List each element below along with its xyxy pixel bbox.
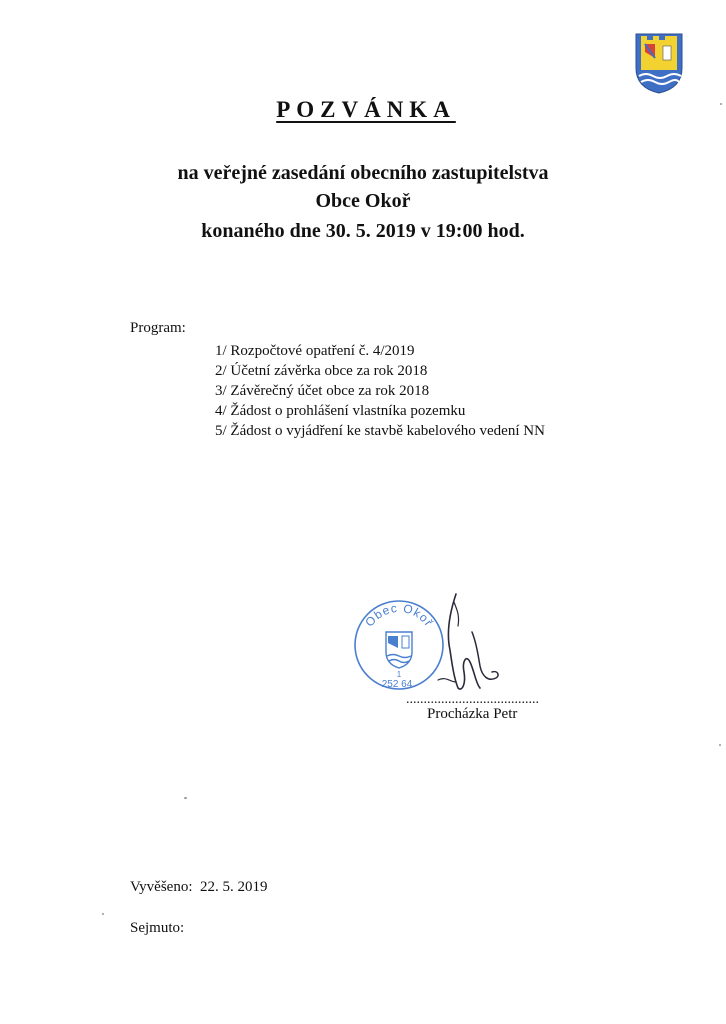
scan-speck (720, 103, 722, 105)
program-item: 2/ Účetní závěrka obce za rok 2018 (215, 363, 428, 379)
removed-label: Sejmuto: (130, 920, 185, 936)
program-item: 3/ Závěrečný účet obce za rok 2018 (215, 383, 430, 399)
official-stamp-icon (352, 598, 446, 692)
svg-text:Obec Okoř (362, 601, 436, 629)
scan-speck (102, 913, 104, 915)
signer-name: Procházka Petr (427, 706, 518, 722)
stamp-postal-code: 252 64 (381, 679, 413, 690)
coat-of-arms-icon (633, 32, 685, 94)
document-title (0, 97, 726, 123)
signature-line: ...................................... (406, 692, 539, 707)
handwritten-signature (436, 592, 506, 696)
title-text: POZVÁNKA (276, 97, 456, 122)
stamp-top-text: Obec Okoř (362, 600, 437, 630)
program-item: 1/ Rozpočtové opatření č. 4/2019 (215, 343, 415, 359)
program-item: 5/ Žádost o vyjádření ke stavbě kabelového vedení NN (215, 423, 545, 439)
program-label: Program: (130, 320, 186, 336)
subtitle-line-1: na veřejné zasedání obecního zastupitelstva (177, 162, 549, 184)
scan-speck (184, 797, 187, 799)
stamp-number: 1 (396, 670, 402, 679)
program-item: 4/ Žádost o prohlášení vlastníka pozemku (215, 403, 466, 419)
scan-speck (719, 744, 721, 746)
subtitle-line-3: konaného dne 30. 5. 2019 v 19:00 hod. (201, 220, 525, 242)
subtitle-line-2: Obce Okoř (315, 190, 411, 212)
posted-label: Vyvěšeno: (130, 879, 193, 895)
program-list (215, 341, 545, 441)
posted-date: 22. 5. 2019 (200, 879, 268, 895)
